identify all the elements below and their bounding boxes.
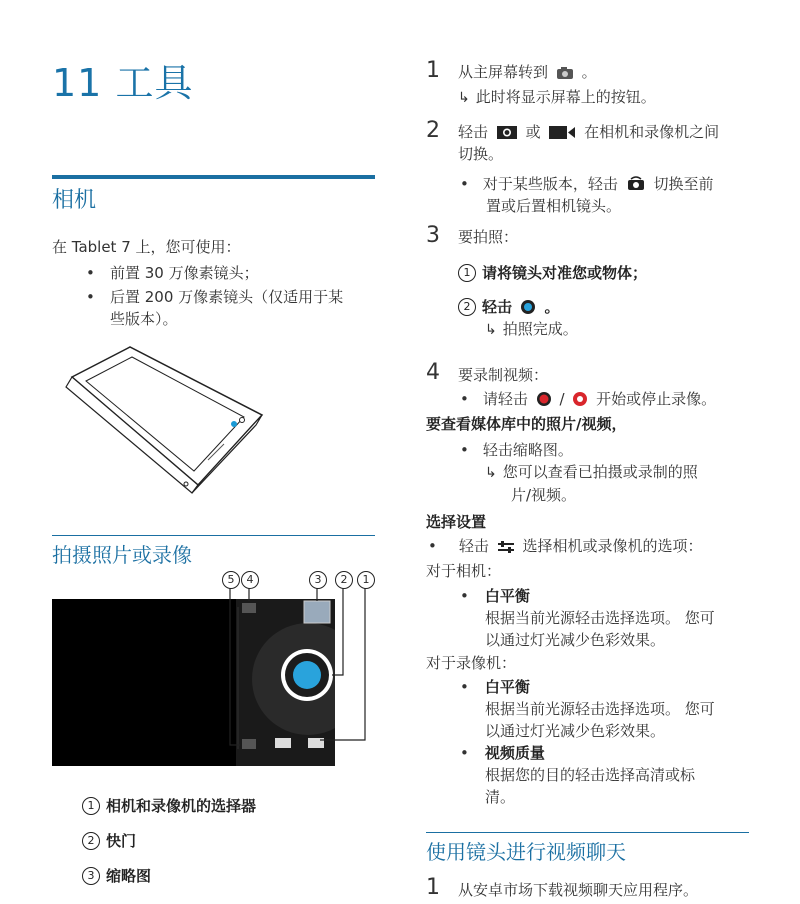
step-3-text: 要拍照：: [458, 228, 519, 246]
section-rule: [52, 175, 375, 179]
bullet: •: [460, 390, 469, 408]
step-4-bullet: [458, 388, 716, 410]
video-option-quality: [458, 742, 758, 808]
step-number: 4: [426, 360, 440, 385]
bullet: •: [460, 744, 469, 762]
option-desc: 以通过灯光减少色彩效果。: [485, 631, 666, 649]
step-text: 切换。: [458, 145, 504, 163]
list-item-text: 后置 200 万像素镜头（仅适用于某: [110, 288, 344, 306]
step-3-result: [485, 318, 578, 341]
camera-bullets: [80, 262, 380, 330]
video-chat-step-text: 从安卓市场下载视频聊天应用程序。: [458, 881, 699, 899]
step-3-sub2: [458, 296, 560, 318]
step-1-text: [458, 61, 597, 83]
legend-number: 1: [82, 797, 100, 815]
legend-item-1: [82, 795, 256, 817]
callout-5: 5: [222, 571, 240, 589]
step-number: 3: [426, 223, 440, 248]
sub-number: 2: [458, 298, 476, 316]
callout-4: 4: [241, 571, 259, 589]
capture-section-title: 拍摄照片或录像: [52, 543, 192, 567]
sub-text: 轻击: [482, 298, 513, 316]
bullet: •: [460, 678, 469, 696]
camera-screen: [52, 599, 335, 766]
step-text: /: [559, 390, 565, 408]
tablet-illustration: [48, 345, 268, 495]
legend-number: 3: [82, 867, 100, 885]
legend-number: 2: [82, 832, 100, 850]
video-icon: [548, 124, 576, 140]
section-rule: [52, 535, 375, 536]
settings-heading: 选择设置: [426, 513, 487, 531]
camera-mode-icon: [275, 738, 291, 748]
video-mode-icon: [308, 738, 324, 748]
camera-option-white-balance: [458, 585, 758, 651]
step-text: 置或后置相机镜头。: [486, 197, 622, 215]
step-text: 。: [581, 63, 597, 81]
bullet: •: [460, 587, 469, 605]
step-text: 选择相机或录像机的选项：: [522, 537, 703, 555]
camera-app-icon: [556, 66, 574, 80]
result-text: 您可以查看已拍摄或录制的照: [502, 463, 698, 481]
list-item-text: 些版本）。: [110, 310, 178, 328]
options-icon: [242, 739, 256, 749]
option-title: 白平衡: [484, 678, 530, 696]
step-number: 2: [426, 118, 440, 143]
callout-2: 2: [335, 571, 353, 589]
step-text: 对于某些版本，轻击: [482, 175, 618, 193]
result-text: 此时将显示屏幕上的按钮。: [475, 88, 656, 106]
sub-number: 1: [458, 264, 476, 282]
result-text: 片/视频。: [511, 486, 577, 504]
chapter-number: 11: [52, 61, 103, 105]
options-icon: [497, 540, 515, 554]
gallery-result: [485, 461, 755, 506]
chapter-title: 工具: [115, 61, 194, 105]
section-rule: [426, 832, 749, 833]
step-text: 请轻击: [482, 390, 528, 408]
sub-text: 请将镜头对准您或物体；: [482, 264, 648, 282]
legend-text: 缩略图: [106, 867, 152, 885]
step-text: 在相机和录像机之间: [584, 123, 720, 141]
record-stop-icon: [572, 391, 588, 407]
shutter-button: [293, 661, 321, 689]
option-desc: 清。: [485, 788, 516, 806]
sub-text: 。: [544, 298, 560, 316]
option-desc: 根据当前光源轻击选择选项。 您可: [485, 609, 715, 627]
gallery-bullet: [458, 439, 573, 461]
callout-1: 1: [357, 571, 375, 589]
camera-icon: [496, 124, 518, 140]
callout-3: 3: [309, 571, 327, 589]
option-title: 白平衡: [484, 587, 530, 605]
step-text: 从主屏幕转到: [458, 63, 549, 81]
gallery-heading: 要查看媒体库中的照片/视频，: [426, 415, 627, 433]
bullet: •: [428, 537, 437, 555]
step-3-sub1: [458, 262, 647, 284]
settings-bullet: [426, 535, 702, 557]
list-item: • 前置 30 万像素镜头；: [80, 262, 380, 284]
result-text: 拍照完成。: [502, 320, 578, 338]
shutter-icon: [520, 299, 536, 315]
camera-controls: [52, 599, 335, 766]
step-1-result: [458, 86, 656, 109]
video-chat-title: 使用镜头进行视频聊天: [426, 840, 626, 864]
chapter-heading: [52, 52, 193, 107]
settings-icon: [242, 603, 256, 613]
result-arrow-icon: ↳: [485, 322, 497, 338]
step-text: 轻击: [458, 123, 489, 141]
step-text: 切换至前: [653, 175, 714, 193]
switch-camera-icon: [626, 176, 646, 192]
bullet: •: [460, 175, 469, 193]
option-desc: 以通过灯光减少色彩效果。: [485, 722, 666, 740]
thumbnail-icon: [304, 601, 330, 623]
step-text: 或: [525, 123, 541, 141]
result-arrow-icon: ↳: [485, 465, 497, 481]
result-arrow-icon: ↳: [458, 90, 470, 106]
step-text: 轻击: [458, 537, 489, 555]
step-text: 开始或停止录像。: [596, 390, 717, 408]
step-2-text: [458, 121, 758, 165]
camera-section-title: 相机: [52, 188, 97, 213]
step-4-text: 要录制视频：: [458, 366, 549, 384]
list-item: [80, 286, 380, 330]
bullet-text: 轻击缩略图。: [482, 441, 573, 459]
record-start-icon: [536, 391, 552, 407]
step-number: 1: [426, 58, 440, 83]
option-desc: 根据您的目的轻击选择高清或标: [485, 766, 696, 784]
camera-options-label: 对于相机：: [426, 562, 502, 580]
bullet: •: [460, 441, 469, 459]
camera-intro: 在 Tablet 7 上，您可使用：: [52, 238, 241, 256]
video-options-label: 对于录像机：: [426, 654, 517, 672]
legend-item-3: [82, 865, 151, 887]
legend-item-2: [82, 830, 136, 852]
legend-text: 快门: [106, 832, 137, 850]
legend-text: 相机和录像机的选择器: [106, 797, 257, 815]
option-title: 视频质量: [484, 744, 545, 762]
option-desc: 根据当前光源轻击选择选项。 您可: [485, 700, 715, 718]
step-2-bullet: [458, 173, 758, 217]
step-number: 1: [426, 875, 440, 900]
video-option-white-balance: [458, 676, 758, 742]
